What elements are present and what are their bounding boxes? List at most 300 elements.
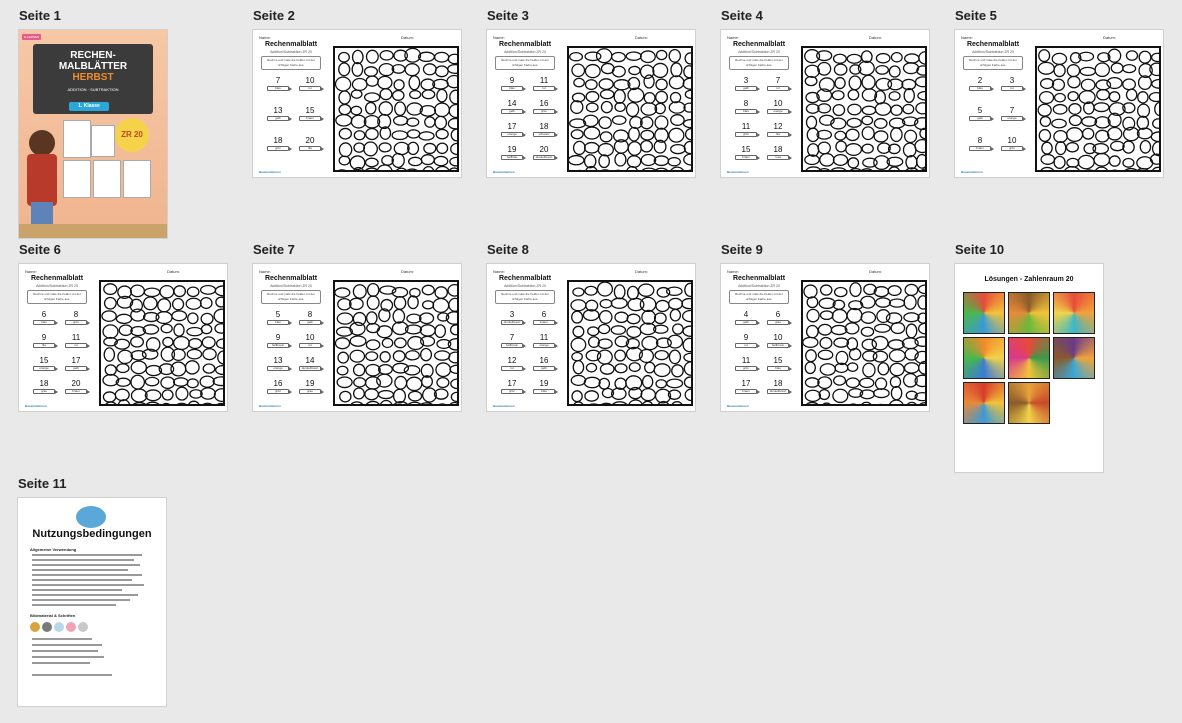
coloring-cell [835,288,847,297]
coloring-cell [584,377,600,387]
coloring-cell [916,77,925,87]
color-key-number: 10 [773,333,783,342]
coloring-cell [105,298,117,310]
coloring-cell [1138,92,1148,103]
coloring-image [333,46,459,172]
coloring-cell [642,401,652,404]
coloring-cell [684,353,691,361]
coloring-cell [598,339,612,348]
color-key [265,106,291,123]
coloring-cell [654,168,669,170]
coloring-cell [876,78,892,90]
coloring-cell [365,401,381,404]
name-label: Name: [25,269,37,274]
coloring-cell [365,158,378,167]
coloring-cell [670,167,684,170]
coloring-cell [672,365,683,377]
coloring-cell [1069,115,1081,125]
coloring-cell [599,79,613,90]
coloring-cell [836,141,846,152]
coloring-cell [571,338,586,351]
color-key-number: 12 [773,122,783,131]
worksheet-page [19,264,227,411]
coloring-cell [105,365,116,375]
coloring-cell [423,301,434,309]
coloring-cell [1140,141,1150,153]
coloring-cell [1109,92,1119,102]
pencil-icon: blau [501,86,523,91]
coloring-cell [419,132,434,140]
pencil-icon: grün [267,146,289,151]
coloring-cell [1152,80,1159,89]
coloring-cell [818,142,830,154]
coloring-cell [641,51,656,63]
page-label: Seite 10 [955,242,1005,257]
color-key-number: 17 [741,379,751,388]
coloring-cell [673,324,683,334]
coloring-cell [645,362,655,373]
color-key [765,76,791,93]
color-key-number: 16 [273,379,283,388]
color-key [297,106,323,123]
coloring-cells [569,282,691,404]
solution-image [1008,292,1050,334]
pencil-icon: rot [501,366,523,371]
coloring-cell [1054,156,1065,168]
color-key-number: 6 [541,310,547,319]
coloring-cell [889,66,900,77]
footer-brand: Bausteinlernen [493,404,515,408]
coloring-cell [336,77,351,91]
pencil-icon: grau [33,389,55,394]
terms-text-line [32,644,102,646]
coloring-cell [685,53,691,64]
coloring-cell [906,402,918,404]
coloring-cell [392,153,404,167]
coloring-cell [186,298,201,309]
color-key [733,379,759,396]
coloring-cell [335,338,349,349]
coloring-cell [202,337,215,348]
worksheet-instruction: Rechne und male die Felder mit der richtigen Farbe aus. [27,290,87,304]
coloring-cell [407,402,422,404]
coloring-cell [187,379,198,388]
coloring-cell [599,155,609,168]
coloring-cell [890,363,904,375]
grade-badge: 1. Klasse [69,102,109,111]
worksheet-subtitle: Addition/Subtraktion ZR 20 [270,50,312,54]
coloring-cell [201,388,216,399]
pencil-icon: rot [735,343,757,348]
coloring-cell [891,53,902,62]
coloring-cell [889,299,904,307]
color-key [31,310,57,327]
coloring-cell [158,299,171,312]
color-key [733,99,759,116]
coloring-cell [364,142,378,156]
coloring-cell [379,102,392,115]
pencil-icon: dunkelbraun [533,155,555,160]
pencil-icon: blau [33,320,55,325]
color-key [265,136,291,153]
terms-page [18,498,166,706]
coloring-cell [671,92,681,102]
coloring-cell [379,143,391,152]
coloring-cell [1150,63,1159,75]
coloring-cell [600,132,612,142]
coloring-cell [599,117,611,129]
coloring-cell [366,128,378,139]
coloring-cell [627,327,641,338]
page-label: Seite 7 [253,242,295,257]
coloring-cell [447,76,457,88]
color-key [531,99,557,116]
pencil-icon: dunkelbraun [501,320,523,325]
coloring-cell [366,377,381,389]
coloring-cell [847,54,861,63]
coloring-cell [449,298,457,311]
coloring-cell [638,284,653,296]
coloring-cell [145,402,160,404]
color-key [499,99,525,116]
pencil-icon: hellbraun [267,343,289,348]
color-key [765,356,791,373]
coloring-cell [339,128,351,139]
color-key [531,122,557,139]
color-key [265,379,291,396]
coloring-cell [1052,119,1066,128]
coloring-cell [378,76,392,88]
coloring-cell [117,364,129,373]
color-key [733,122,759,139]
coloring-cell [684,154,691,165]
coloring-cell [872,336,888,349]
coloring-cell [366,102,376,114]
color-key [63,310,89,327]
coloring-image [99,280,225,406]
coloring-cell [831,168,847,170]
coloring-cell [1096,80,1110,90]
coloring-cell [598,403,614,404]
coloring-cell [641,389,655,401]
coloring-cell [1094,103,1109,112]
solutions-page [955,264,1103,472]
name-label: Name: [961,35,973,40]
coloring-cell [600,90,613,99]
terms-text-line [32,638,92,640]
pencil-icon: orange [533,343,555,348]
coloring-cell [1068,76,1080,87]
coloring-cell [350,350,364,362]
coloring-cell [434,156,447,165]
coloring-cell [423,167,435,170]
coloring-cell [354,388,365,399]
color-key-number: 13 [273,356,283,365]
coloring-cell [1054,64,1065,76]
coloring-cell [668,335,683,348]
color-key [999,76,1025,93]
coloring-cell [1109,156,1120,166]
color-key [499,76,525,93]
pencil-icon: blau [969,86,991,91]
color-key-number: 11 [71,333,81,342]
coloring-cell [144,288,159,296]
coloring-cell [407,118,419,126]
coloring-cell [351,90,361,98]
coloring-cell [104,348,114,361]
coloring-cell [862,75,875,89]
terms-text-line [32,662,90,664]
coloring-cell [806,350,817,362]
coloring-cell [612,402,628,404]
coloring-cell [878,363,889,375]
pencil-icon: orange [767,109,789,114]
coloring-cell [422,90,434,99]
terms-text-line [32,589,122,591]
coloring-cell [419,403,434,404]
coloring-cell [669,76,683,89]
coloring-cell [203,364,215,373]
color-key [297,76,323,93]
color-key [297,379,323,396]
coloring-cell [377,326,392,338]
coloring-cell [586,103,598,112]
color-key-number: 14 [305,356,315,365]
color-key-number: 18 [273,136,283,145]
coloring-cell [612,116,625,124]
coloring-cell [600,300,612,308]
coloring-cell [175,403,188,404]
coloring-cell [216,366,223,375]
coloring-cell [407,130,419,138]
color-key [999,106,1025,123]
color-key [265,76,291,93]
color-key-number: 3 [743,76,749,85]
coloring-cell [669,128,684,142]
worksheet-instruction: Rechne und male die Felder mit der richtigen Farbe aus. [729,290,789,304]
pencil-icon: orange [267,366,289,371]
coloring-cell [353,285,366,299]
coloring-cell [174,324,184,336]
worksheet-instruction: Rechne und male die Felder mit der richtigen Farbe aus. [495,290,555,304]
color-key-number: 6 [775,310,781,319]
coloring-cell [340,391,351,401]
range-badge: ZR 20 [115,118,149,152]
date-label: Datum: [401,35,414,40]
coloring-cell [599,378,609,389]
coloring-cell [615,364,627,373]
coloring-cell [861,327,873,336]
footer-brand: Bausteinlernen [727,170,749,174]
coloring-cell [571,130,583,139]
coloring-cell [683,326,691,336]
color-key-number: 8 [977,136,983,145]
coloring-cell [409,76,420,90]
pencil-icon: grün [1001,146,1023,151]
coloring-cell [382,338,392,347]
color-key-number: 9 [743,333,749,342]
coloring-image [801,46,927,172]
coloring-cell [919,403,925,404]
color-key-number: 11 [741,356,751,365]
terms-text-line [32,674,112,676]
color-key [967,106,993,123]
coloring-cell [1082,117,1097,126]
color-key [499,333,525,350]
coloring-cell [395,168,408,170]
coloring-cell [1039,50,1050,62]
page-label: Seite 8 [487,242,529,257]
color-key-number: 11 [539,333,549,342]
coloring-cell [379,64,394,76]
coloring-cell [424,64,437,75]
coloring-cell [407,314,421,323]
coloring-cell [918,91,925,99]
coloring-cell [367,312,377,324]
coloring-cell [889,92,900,100]
terms-title: Nutzungsbedingungen [32,528,152,540]
pencil-icon: gelb [735,86,757,91]
coloring-cell [834,376,846,385]
coloring-cell [803,337,818,347]
color-key [765,99,791,116]
coloring-cell [1067,65,1079,77]
coloring-cell [131,389,147,402]
partner-logos [30,619,130,631]
coloring-cell [1038,62,1054,74]
color-key-number: 17 [507,122,517,131]
coloring-cell [188,313,198,324]
color-key [499,122,525,139]
pencil-icon: schwarz [533,132,555,137]
coloring-cell [216,297,223,307]
coloring-cell [1052,79,1064,90]
coloring-cell [119,325,132,335]
color-key [531,356,557,373]
worksheet-subtitle: Addition/Subtraktion ZR 20 [504,50,546,54]
worksheet-subtitle: Addition/Subtraktion ZR 20 [36,284,78,288]
coloring-cell [876,378,887,389]
coloring-cell [888,286,901,296]
coloring-cell [201,286,216,295]
terms-brand-heading: Bildmaterial & Schriften [30,613,76,618]
coloring-cell [421,155,434,165]
coloring-cell [919,285,925,294]
color-key [733,145,759,162]
coloring-cell [435,103,450,116]
page-label: Seite 6 [19,242,61,257]
coloring-cell [906,156,917,169]
coloring-cell [875,103,891,115]
coloring-cell [657,50,667,59]
terms-text-line [32,564,140,566]
date-label: Datum: [869,35,882,40]
coloring-cell [1155,102,1159,115]
coloring-cell [366,352,378,361]
coloring-cell [876,66,889,75]
color-key [733,76,759,93]
coloring-cell [393,309,404,323]
coloring-cell [847,308,862,322]
coloring-cell [685,389,691,401]
coloring-cell [919,323,925,334]
coloring-cell [669,50,680,62]
coloring-cell [862,116,873,124]
coloring-cell [627,156,640,167]
coloring-cell [683,338,691,351]
pencil-icon: gelb [533,366,555,371]
color-key [967,136,993,153]
coloring-cell [1064,167,1080,170]
coloring-cell [131,337,144,347]
solution-image [1008,337,1050,379]
worksheet-page [487,264,695,411]
coloring-cell [174,337,190,350]
coloring-cell [1123,158,1134,167]
coloring-cell [805,65,819,77]
coloring-cell [395,338,407,348]
coloring-cell [437,143,448,153]
cover-mini-sheet [63,160,91,198]
coloring-cell [104,402,117,404]
coloring-cell [821,403,832,404]
color-key-number: 14 [507,99,517,108]
coloring-cell [850,283,861,297]
pencil-icon: braun [299,116,321,121]
coloring-cell [433,298,449,312]
coloring-cell [820,364,835,375]
solution-image [963,337,1005,379]
page-label: Seite 3 [487,8,529,23]
coloring-cell [629,400,643,404]
coloring-cell [612,52,626,61]
coloring-cell [351,106,361,114]
coloring-cell [805,362,815,374]
color-key [63,333,89,350]
coloring-cell [406,351,420,360]
pencil-icon: lila [33,343,55,348]
coloring-cell [424,143,436,153]
coloring-cell [1097,90,1110,100]
coloring-cell [378,391,393,399]
pencil-icon: orange [501,132,523,137]
coloring-cell [684,120,691,128]
coloring-cell [874,287,888,297]
solutions-title: Lösungen - Zahlenraum 20 [984,276,1074,283]
coloring-cell [380,400,392,404]
coloring-cell [571,375,585,385]
coloring-cell [669,102,685,113]
coloring-cell [629,127,640,141]
coloring-cell [585,143,599,153]
coloring-cell [435,116,446,128]
coloring-cell [682,299,691,309]
color-key [765,145,791,162]
coloring-cell [185,361,199,374]
coloring-cell [131,361,146,374]
coloring-cell [200,376,214,387]
cover-mini-sheet [93,160,121,198]
date-label: Datum: [635,35,648,40]
coloring-cell [653,63,668,77]
color-key [531,310,557,327]
pencil-icon: gelb [65,366,87,371]
coloring-cell [916,103,925,114]
coloring-cell [656,300,669,311]
coloring-cell [422,285,434,294]
coloring-cell [1153,142,1159,156]
color-key-number: 15 [39,356,49,365]
